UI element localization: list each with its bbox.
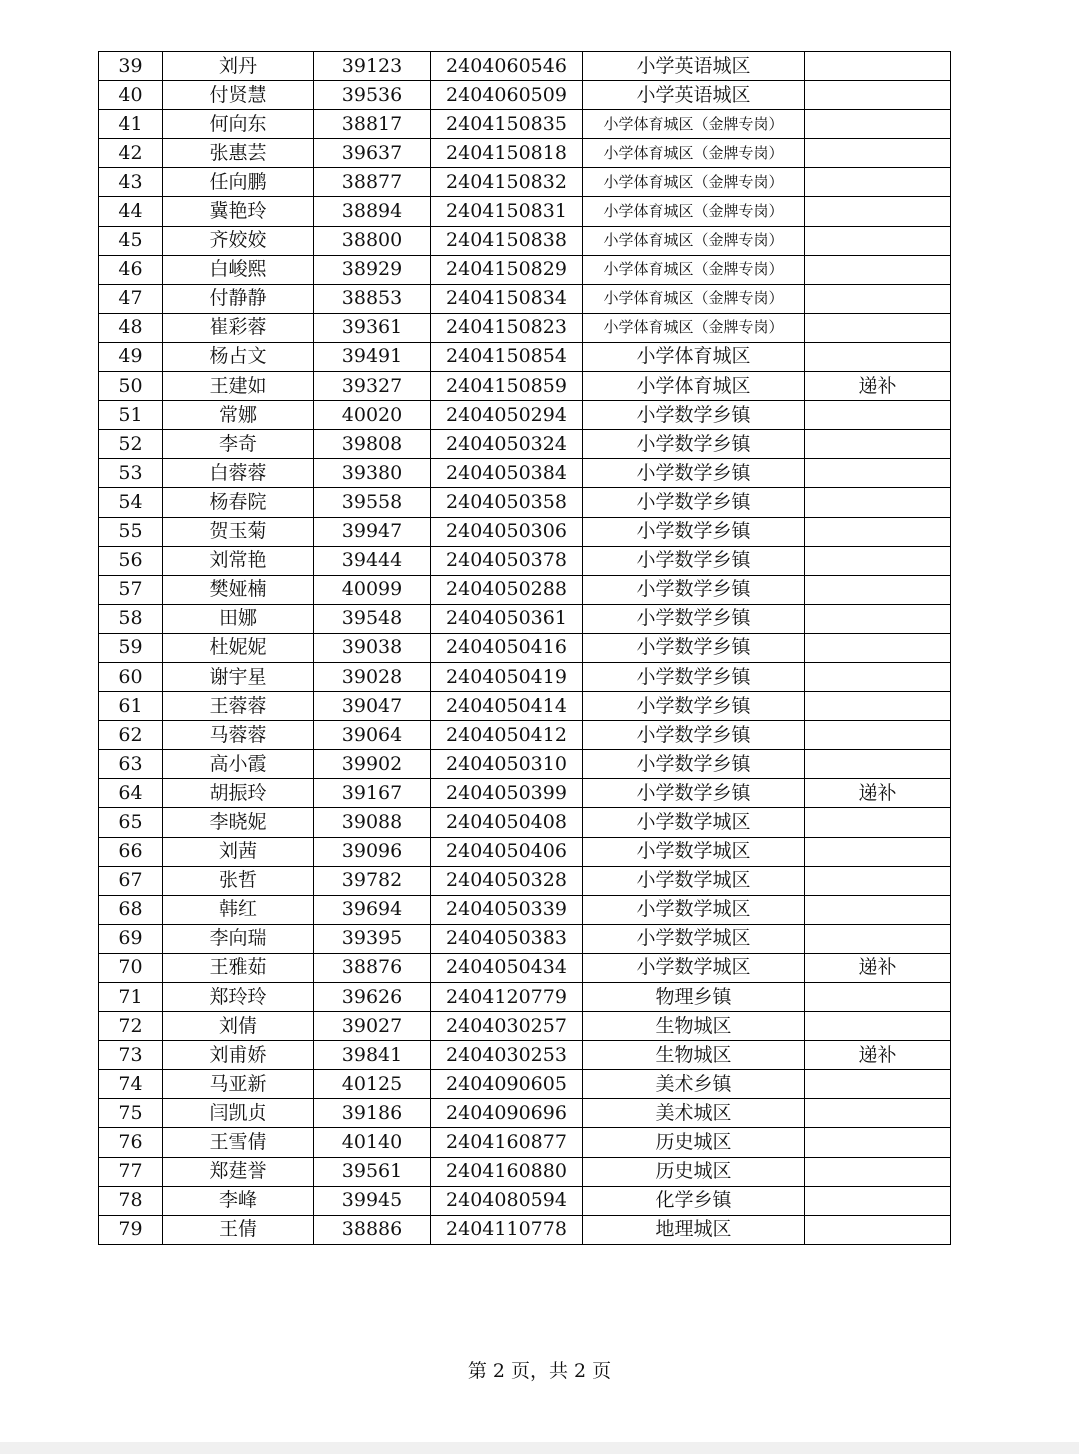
ticket-id-cell: 2404060509 [431,81,583,110]
ticket-id-cell: 2404150832 [431,168,583,197]
exam-number-cell: 39444 [314,546,431,575]
ticket-id-cell: 2404150859 [431,372,583,401]
name-cell: 王雪倩 [163,1128,314,1157]
ticket-id-cell: 2404090696 [431,1099,583,1128]
remark-cell [805,808,951,837]
remark-cell [805,662,951,691]
seq-cell: 42 [99,139,163,168]
ticket-id-cell: 2404080594 [431,1186,583,1215]
table-row [99,110,951,139]
table-row [99,779,951,808]
position-cell: 小学体育城区（金牌专岗） [583,226,805,255]
position-cell: 美术城区 [583,1099,805,1128]
exam-number-cell: 39782 [314,866,431,895]
name-cell: 崔彩蓉 [163,313,314,342]
remark-cell [805,226,951,255]
table-row [99,546,951,575]
exam-number-cell: 39947 [314,517,431,546]
table-row [99,924,951,953]
seq-cell: 70 [99,953,163,982]
remark-cell [805,546,951,575]
name-cell: 付贤慧 [163,81,314,110]
name-cell: 谢宇星 [163,662,314,691]
exam-number-cell: 39047 [314,692,431,721]
position-cell: 小学体育城区（金牌专岗） [583,139,805,168]
name-cell: 郑莛誉 [163,1157,314,1186]
remark-cell [805,313,951,342]
ticket-id-cell: 2404150829 [431,255,583,284]
position-cell: 小学数学城区 [583,837,805,866]
exam-number-cell: 38877 [314,168,431,197]
seq-cell: 71 [99,983,163,1012]
table-row [99,459,951,488]
remark-cell: 递补 [805,779,951,808]
name-cell: 付静静 [163,284,314,313]
table-row [99,692,951,721]
exam-number-cell: 40125 [314,1070,431,1099]
seq-cell: 43 [99,168,163,197]
seq-cell: 44 [99,197,163,226]
exam-number-cell: 39945 [314,1186,431,1215]
table-row [99,226,951,255]
ticket-id-cell: 2404150838 [431,226,583,255]
ticket-id-cell: 2404050419 [431,662,583,691]
ticket-id-cell: 2404150831 [431,197,583,226]
name-cell: 高小霞 [163,750,314,779]
ticket-id-cell: 2404050408 [431,808,583,837]
remark-cell: 递补 [805,1041,951,1070]
exam-number-cell: 38929 [314,255,431,284]
name-cell: 杜妮妮 [163,633,314,662]
table-row [99,662,951,691]
exam-number-cell: 39167 [314,779,431,808]
roster-table [98,51,951,1245]
seq-cell: 65 [99,808,163,837]
exam-number-cell: 39536 [314,81,431,110]
table-row [99,983,951,1012]
ticket-id-cell: 2404150835 [431,110,583,139]
name-cell: 杨春院 [163,488,314,517]
ticket-id-cell: 2404050310 [431,750,583,779]
seq-cell: 60 [99,662,163,691]
remark-cell [805,1099,951,1128]
exam-number-cell: 38853 [314,284,431,313]
remark-cell [805,1070,951,1099]
name-cell: 刘常艳 [163,546,314,575]
name-cell: 任向鹏 [163,168,314,197]
page-number-footer: 第 2 页，共 2 页 [467,1360,612,1382]
remark-cell [805,1128,951,1157]
table-row [99,488,951,517]
ticket-id-cell: 2404050339 [431,895,583,924]
ticket-id-cell: 2404050412 [431,721,583,750]
position-cell: 小学体育城区（金牌专岗） [583,313,805,342]
ticket-id-cell: 2404160877 [431,1128,583,1157]
seq-cell: 45 [99,226,163,255]
remark-cell [805,110,951,139]
position-cell: 生物城区 [583,1012,805,1041]
remark-cell [805,866,951,895]
table-row [99,81,951,110]
seq-cell: 77 [99,1157,163,1186]
seq-cell: 69 [99,924,163,953]
name-cell: 胡振玲 [163,779,314,808]
ticket-id-cell: 2404050324 [431,430,583,459]
name-cell: 刘倩 [163,1012,314,1041]
table-row [99,372,951,401]
seq-cell: 57 [99,575,163,604]
table-row [99,1157,951,1186]
ticket-id-cell: 2404150818 [431,139,583,168]
exam-number-cell: 39902 [314,750,431,779]
name-cell: 李向瑞 [163,924,314,953]
table-row [99,895,951,924]
name-cell: 冀艳玲 [163,197,314,226]
exam-number-cell: 39841 [314,1041,431,1070]
ticket-id-cell: 2404150834 [431,284,583,313]
name-cell: 白蓉蓉 [163,459,314,488]
seq-cell: 66 [99,837,163,866]
remark-cell [805,721,951,750]
exam-number-cell: 38817 [314,110,431,139]
ticket-id-cell: 2404050378 [431,546,583,575]
ticket-id-cell: 2404110778 [431,1215,583,1244]
name-cell: 郑玲玲 [163,983,314,1012]
seq-cell: 79 [99,1215,163,1244]
position-cell: 小学数学乡镇 [583,692,805,721]
name-cell: 白峻熙 [163,255,314,284]
position-cell: 小学体育城区（金牌专岗） [583,255,805,284]
position-cell: 小学数学乡镇 [583,633,805,662]
name-cell: 贺玉菊 [163,517,314,546]
table-row [99,1070,951,1099]
remark-cell: 递补 [805,372,951,401]
name-cell: 樊娅楠 [163,575,314,604]
remark-cell [805,284,951,313]
position-cell: 小学数学城区 [583,808,805,837]
seq-cell: 63 [99,750,163,779]
position-cell: 小学数学乡镇 [583,779,805,808]
seq-cell: 50 [99,372,163,401]
ticket-id-cell: 2404060546 [431,52,583,81]
name-cell: 刘丹 [163,52,314,81]
exam-number-cell: 39088 [314,808,431,837]
exam-number-cell: 38886 [314,1215,431,1244]
table-row [99,197,951,226]
remark-cell [805,895,951,924]
exam-number-cell: 38800 [314,226,431,255]
exam-number-cell: 39064 [314,721,431,750]
exam-number-cell: 39548 [314,604,431,633]
exam-number-cell: 39637 [314,139,431,168]
remark-cell [805,342,951,371]
seq-cell: 46 [99,255,163,284]
name-cell: 马亚新 [163,1070,314,1099]
remark-cell [805,575,951,604]
exam-number-cell: 40099 [314,575,431,604]
table-row [99,575,951,604]
ticket-id-cell: 2404050358 [431,488,583,517]
seq-cell: 49 [99,342,163,371]
ticket-id-cell: 2404050434 [431,953,583,982]
position-cell: 小学数学乡镇 [583,401,805,430]
seq-cell: 41 [99,110,163,139]
table-row [99,1012,951,1041]
ticket-id-cell: 2404150823 [431,313,583,342]
position-cell: 小学体育城区 [583,372,805,401]
name-cell: 闫凯贞 [163,1099,314,1128]
seq-cell: 53 [99,459,163,488]
ticket-id-cell: 2404030257 [431,1012,583,1041]
seq-cell: 52 [99,430,163,459]
name-cell: 李峰 [163,1186,314,1215]
name-cell: 刘甫娇 [163,1041,314,1070]
seq-cell: 78 [99,1186,163,1215]
position-cell: 小学数学乡镇 [583,459,805,488]
table-row [99,517,951,546]
seq-cell: 62 [99,721,163,750]
table-row [99,750,951,779]
table-row [99,953,951,982]
exam-number-cell: 39028 [314,662,431,691]
name-cell: 王蓉蓉 [163,692,314,721]
name-cell: 杨占文 [163,342,314,371]
remark-cell [805,604,951,633]
table-row [99,837,951,866]
exam-number-cell: 39395 [314,924,431,953]
exam-number-cell: 39186 [314,1099,431,1128]
exam-number-cell: 39626 [314,983,431,1012]
remark-cell [805,401,951,430]
seq-cell: 73 [99,1041,163,1070]
remark-cell [805,517,951,546]
table-row [99,1041,951,1070]
name-cell: 李晓妮 [163,808,314,837]
position-cell: 化学乡镇 [583,1186,805,1215]
table-row [99,342,951,371]
ticket-id-cell: 2404050288 [431,575,583,604]
name-cell: 李奇 [163,430,314,459]
exam-number-cell: 39038 [314,633,431,662]
ticket-id-cell: 2404050384 [431,459,583,488]
position-cell: 小学数学城区 [583,924,805,953]
ticket-id-cell: 2404050416 [431,633,583,662]
remark-cell [805,1186,951,1215]
remark-cell [805,459,951,488]
name-cell: 马蓉蓉 [163,721,314,750]
ticket-id-cell: 2404050294 [431,401,583,430]
seq-cell: 48 [99,313,163,342]
seq-cell: 75 [99,1099,163,1128]
ticket-id-cell: 2404050383 [431,924,583,953]
position-cell: 美术乡镇 [583,1070,805,1099]
seq-cell: 59 [99,633,163,662]
table-row [99,52,951,81]
ticket-id-cell: 2404150854 [431,342,583,371]
exam-number-cell: 39361 [314,313,431,342]
exam-number-cell: 39327 [314,372,431,401]
exam-number-cell: 39380 [314,459,431,488]
name-cell: 张哲 [163,866,314,895]
table-row [99,1128,951,1157]
exam-number-cell: 40020 [314,401,431,430]
table-row [99,255,951,284]
exam-number-cell: 38876 [314,953,431,982]
position-cell: 历史城区 [583,1157,805,1186]
remark-cell [805,255,951,284]
seq-cell: 64 [99,779,163,808]
ticket-id-cell: 2404050328 [431,866,583,895]
position-cell: 地理城区 [583,1215,805,1244]
name-cell: 王倩 [163,1215,314,1244]
name-cell: 何向东 [163,110,314,139]
table-row [99,401,951,430]
ticket-id-cell: 2404050306 [431,517,583,546]
ticket-id-cell: 2404120779 [431,983,583,1012]
remark-cell [805,633,951,662]
table-row [99,633,951,662]
exam-number-cell: 39561 [314,1157,431,1186]
seq-cell: 40 [99,81,163,110]
remark-cell [805,692,951,721]
remark-cell [805,1012,951,1041]
seq-cell: 51 [99,401,163,430]
exam-number-cell: 39694 [314,895,431,924]
position-cell: 小学数学乡镇 [583,488,805,517]
position-cell: 小学体育城区（金牌专岗） [583,110,805,139]
seq-cell: 74 [99,1070,163,1099]
exam-number-cell: 40140 [314,1128,431,1157]
ticket-id-cell: 2404050414 [431,692,583,721]
exam-number-cell: 38894 [314,197,431,226]
remark-cell [805,168,951,197]
position-cell: 小学数学乡镇 [583,546,805,575]
remark-cell [805,837,951,866]
name-cell: 张惠芸 [163,139,314,168]
seq-cell: 55 [99,517,163,546]
seq-cell: 54 [99,488,163,517]
name-cell: 田娜 [163,604,314,633]
table-row [99,430,951,459]
exam-number-cell: 39558 [314,488,431,517]
seq-cell: 72 [99,1012,163,1041]
table-row [99,139,951,168]
position-cell: 小学数学城区 [583,866,805,895]
position-cell: 小学数学城区 [583,953,805,982]
seq-cell: 76 [99,1128,163,1157]
ticket-id-cell: 2404090605 [431,1070,583,1099]
viewer-bottom-edge [0,1442,1079,1454]
remark-cell [805,1215,951,1244]
remark-cell [805,430,951,459]
remark-cell [805,139,951,168]
seq-cell: 58 [99,604,163,633]
position-cell: 物理乡镇 [583,983,805,1012]
roster-table-body [99,52,951,1245]
position-cell: 小学英语城区 [583,52,805,81]
exam-number-cell: 39096 [314,837,431,866]
table-row [99,721,951,750]
remark-cell [805,52,951,81]
seq-cell: 56 [99,546,163,575]
name-cell: 刘茜 [163,837,314,866]
table-row [99,168,951,197]
table-row [99,313,951,342]
table-row [99,604,951,633]
position-cell: 小学数学乡镇 [583,517,805,546]
position-cell: 小学体育城区（金牌专岗） [583,168,805,197]
exam-number-cell: 39808 [314,430,431,459]
position-cell: 历史城区 [583,1128,805,1157]
position-cell: 小学数学乡镇 [583,662,805,691]
exam-number-cell: 39123 [314,52,431,81]
remark-cell [805,197,951,226]
remark-cell [805,81,951,110]
table-row [99,1186,951,1215]
ticket-id-cell: 2404050399 [431,779,583,808]
ticket-id-cell: 2404050361 [431,604,583,633]
position-cell: 小学数学乡镇 [583,750,805,779]
position-cell: 小学数学乡镇 [583,721,805,750]
position-cell: 小学数学乡镇 [583,604,805,633]
seq-cell: 39 [99,52,163,81]
remark-cell [805,750,951,779]
seq-cell: 61 [99,692,163,721]
remark-cell [805,983,951,1012]
table-row [99,808,951,837]
position-cell: 小学英语城区 [583,81,805,110]
name-cell: 齐姣姣 [163,226,314,255]
table-row [99,1099,951,1128]
name-cell: 王雅茹 [163,953,314,982]
seq-cell: 68 [99,895,163,924]
ticket-id-cell: 2404050406 [431,837,583,866]
seq-cell: 67 [99,866,163,895]
remark-cell [805,1157,951,1186]
name-cell: 常娜 [163,401,314,430]
exam-number-cell: 39491 [314,342,431,371]
ticket-id-cell: 2404160880 [431,1157,583,1186]
exam-number-cell: 39027 [314,1012,431,1041]
position-cell: 小学数学乡镇 [583,575,805,604]
name-cell: 韩红 [163,895,314,924]
seq-cell: 47 [99,284,163,313]
position-cell: 生物城区 [583,1041,805,1070]
position-cell: 小学数学城区 [583,895,805,924]
table-row [99,1215,951,1244]
remark-cell [805,488,951,517]
position-cell: 小学数学乡镇 [583,430,805,459]
position-cell: 小学体育城区（金牌专岗） [583,197,805,226]
remark-cell [805,924,951,953]
name-cell: 王建如 [163,372,314,401]
table-row [99,866,951,895]
table-row [99,284,951,313]
position-cell: 小学体育城区 [583,342,805,371]
position-cell: 小学体育城区（金牌专岗） [583,284,805,313]
remark-cell: 递补 [805,953,951,982]
ticket-id-cell: 2404030253 [431,1041,583,1070]
